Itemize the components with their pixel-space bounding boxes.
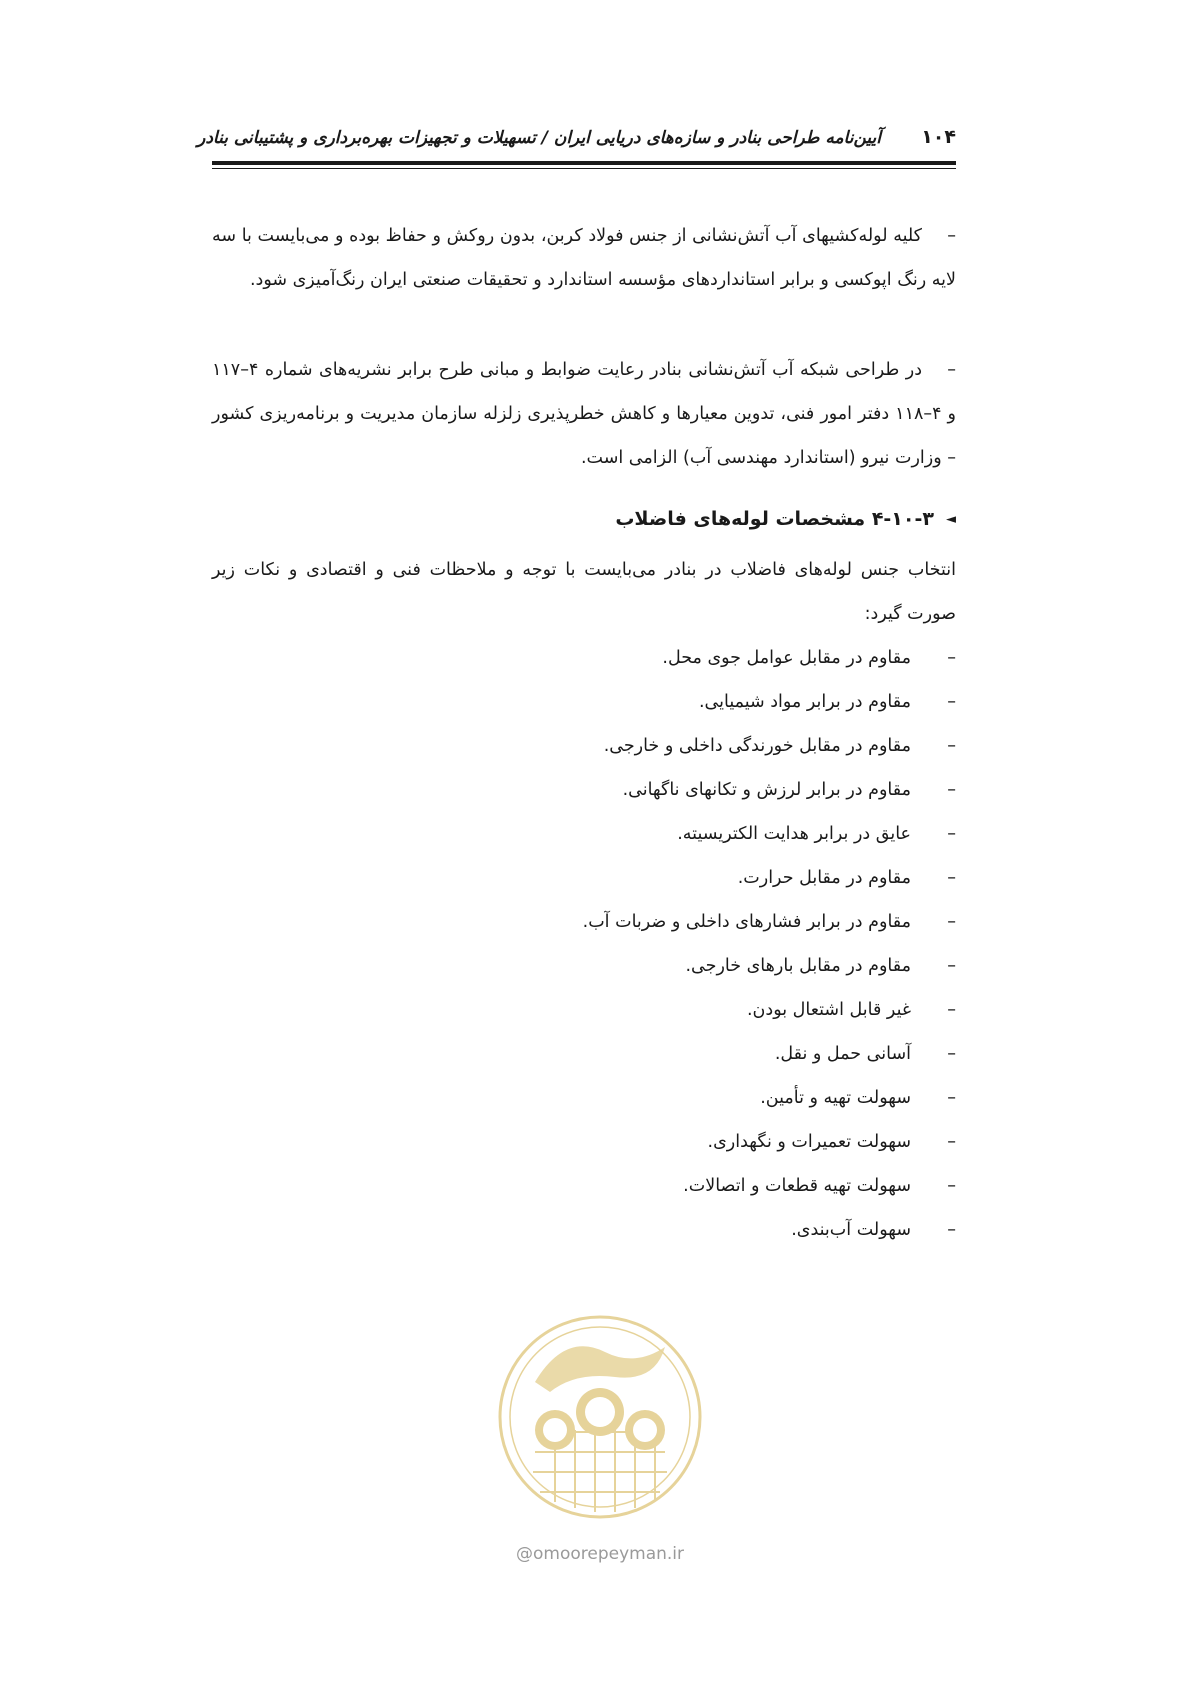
list-item — [212, 900, 956, 944]
watermark-logo — [495, 1312, 705, 1522]
header-title: آیین‌نامه طراحی بنادر و سازه‌های دریایی ایران / تسهیلات و تجهیزات بهره‌برداری و پشتیبانی بنادر — [197, 128, 881, 148]
list-item-text: مقاوم در برابر لرزش و تکانهای ناگهانی. — [622, 780, 911, 800]
list-dash: – — [947, 956, 956, 976]
list-item — [212, 856, 956, 900]
paragraph-dash: – — [947, 226, 956, 246]
list-item — [212, 944, 956, 988]
paragraph-dash: – — [947, 360, 956, 380]
list-item-text: مقاوم در مقابل بارهای خارجی. — [685, 956, 911, 976]
list-item-text: مقاوم در مقابل خورندگی داخلی و خارجی. — [603, 736, 911, 756]
list-item-text: سهولت آب‌بندی. — [791, 1220, 911, 1240]
list-item — [212, 680, 956, 724]
section-title: مشخصات لوله‌های فاضلاب — [615, 508, 866, 530]
list-dash: – — [947, 736, 956, 756]
list-dash: – — [947, 692, 956, 712]
list-item — [212, 988, 956, 1032]
list-item-text: مقاوم در مقابل حرارت. — [737, 868, 911, 888]
list-item-text: غیر قابل اشتعال بودن. — [746, 1000, 911, 1020]
list-item — [212, 1076, 956, 1120]
list-dash: – — [947, 1132, 956, 1152]
list-item — [212, 1120, 956, 1164]
list-dash: – — [947, 648, 956, 668]
list-dash: – — [947, 824, 956, 844]
header-rule-thick — [212, 161, 956, 165]
list-dash: – — [947, 780, 956, 800]
paragraph-text: کلیه لوله‌کشیهای آب آتش‌نشانی از جنس فولاد کربن، بدون روکش و حفاظ بوده و می‌بایست با سه لایه رنگ اپوکسی و برابر استانداردهای مؤسسه استاندارد و تحقیقات صنعتی ایران رنگ‌آمیزی شود. — [212, 226, 956, 290]
list-item-text: مقاوم در مقابل عوامل جوی محل. — [662, 648, 911, 668]
paragraph-fire-network — [212, 348, 956, 480]
list-item-text: آسانی حمل و نقل. — [774, 1044, 911, 1064]
list-item — [212, 636, 956, 680]
requirements-list — [212, 636, 956, 1252]
list-item — [212, 1164, 956, 1208]
section-number: ۴-۱۰-۳ — [871, 508, 934, 530]
list-dash: – — [947, 1176, 956, 1196]
list-item — [212, 724, 956, 768]
page-number: ۱۰۴ — [921, 126, 956, 148]
list-item-text: مقاوم در برابر مواد شیمیایی. — [698, 692, 911, 712]
paragraph-text: در طراحی شبکه آب آتش‌نشانی بنادر رعایت ضوابط و مبانی طرح برابر نشریه‌های شماره ۴–۱۱۷ و ۴–۱۱۸ دفتر امور فنی، تدوین معیارها و کاهش خطرپذیری زلزله سازمان مدیریت و برنامه‌ریزی کشور – وزارت نیرو (استاندارد مهندسی آب) الزامی است. — [212, 360, 956, 468]
header-rule-thin — [212, 168, 956, 169]
paragraph-fire-pipes — [212, 214, 956, 302]
list-item — [212, 812, 956, 856]
watermark-url: @omoorepeyman.ir — [515, 1544, 685, 1564]
triangle-marker-icon: ◄ — [946, 511, 956, 527]
list-item — [212, 1032, 956, 1076]
list-item — [212, 768, 956, 812]
list-item-text: عایق در برابر هدایت الکتریسیته. — [677, 824, 911, 844]
list-dash: – — [947, 1088, 956, 1108]
list-dash: – — [947, 868, 956, 888]
running-header — [197, 126, 956, 156]
list-item-text: سهولت تهیه و تأمین. — [760, 1088, 911, 1108]
section-heading — [212, 504, 956, 535]
list-item — [212, 1208, 956, 1252]
list-item-text: مقاوم در برابر فشارهای داخلی و ضربات آب. — [582, 912, 911, 932]
list-item-text: سهولت تعمیرات و نگهداری. — [707, 1132, 911, 1152]
list-item-text: سهولت تهیه قطعات و اتصالات. — [683, 1176, 911, 1196]
intro-paragraph: انتخاب جنس لوله‌های فاضلاب در بنادر می‌بایست با توجه و ملاحظات فنی و اقتصادی و نکات زیر صورت گیرد: — [212, 560, 956, 624]
list-dash: – — [947, 912, 956, 932]
list-dash: – — [947, 1044, 956, 1064]
list-dash: – — [947, 1000, 956, 1020]
list-dash: – — [947, 1220, 956, 1240]
